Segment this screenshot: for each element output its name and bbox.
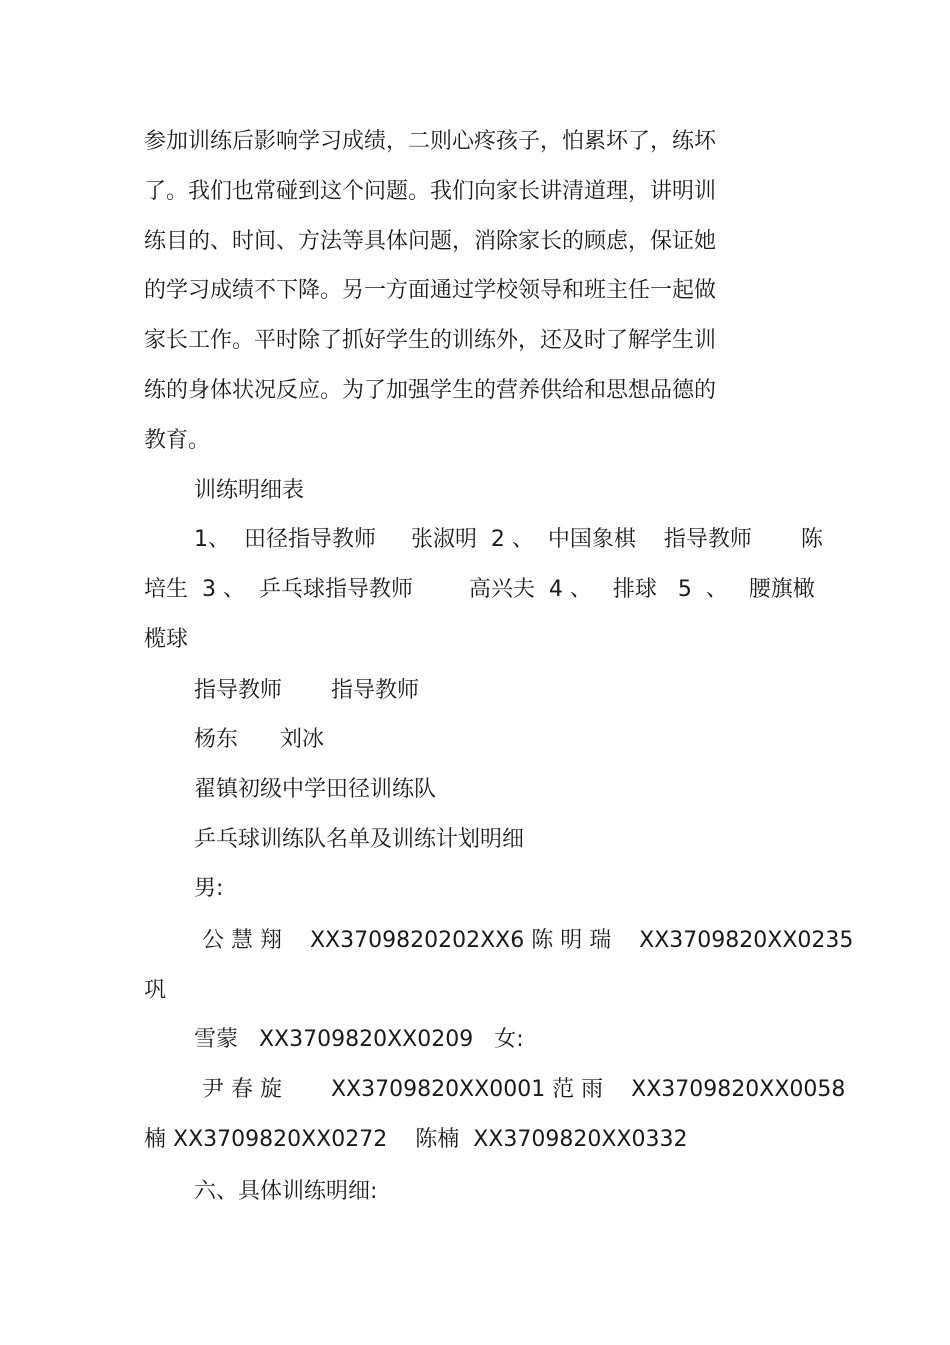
paragraph-line-2: 了。我们也常碰到这个问题。我们向家长讲清道理，讲明训	[144, 179, 717, 204]
female-line-2: 楠 XX3709820XX0272 陈楠 XX3709820XX0332	[144, 1127, 688, 1152]
teachers-line-1: 1、 田径指导教师 张淑明 2 、 中国象棋 指导教师 陈	[194, 527, 823, 552]
paragraph-line-5: 家长工作。平时除了抓好学生的训练外，还及时了解学生训	[144, 328, 717, 353]
female-line-1: 尹 春 旋 XX3709820XX0001 范 雨 XX3709820XX0058	[202, 1077, 846, 1102]
section-six-heading: 六、具体训练明细:	[194, 1179, 378, 1204]
teachers-line-2: 培生 3 、 乒乓球指导教师 高兴夫 4 、 排球 5 、 腰旗橄	[144, 577, 815, 602]
paragraph-line-6: 练的身体状况反应。为了加强学生的营养供给和思想品德的	[144, 378, 717, 403]
teachers-line-4: 指导教师 指导教师	[194, 678, 419, 703]
paragraph-line-3: 练目的、时间、方法等具体问题，消除家长的顾虑，保证她	[144, 229, 717, 254]
male-line-3: 雪蒙 XX3709820XX0209 女:	[194, 1027, 524, 1052]
pingpong-title: 乒乓球训练队名单及训练计划明细	[194, 827, 525, 852]
table-title: 训练明细表	[194, 478, 305, 503]
teachers-line-3: 榄球	[144, 627, 189, 652]
teachers-line-5: 杨东 刘冰	[194, 727, 324, 752]
paragraph-line-1: 参加训练后影响学习成绩，二则心疼孩子，怕累坏了，练坏	[144, 129, 717, 154]
paragraph-line-4: 的学习成绩不下降。另一方面通过学校领导和班主任一起做	[144, 278, 717, 303]
male-label: 男:	[194, 876, 224, 901]
paragraph-line-7: 教育。	[144, 428, 211, 453]
male-line-1: 公 慧 翔 XX3709820202XX6 陈 明 瑞 XX3709820XX0235	[202, 928, 854, 953]
male-line-2: 巩	[144, 978, 167, 1003]
team-name: 翟镇初级中学田径训练队	[194, 777, 437, 802]
